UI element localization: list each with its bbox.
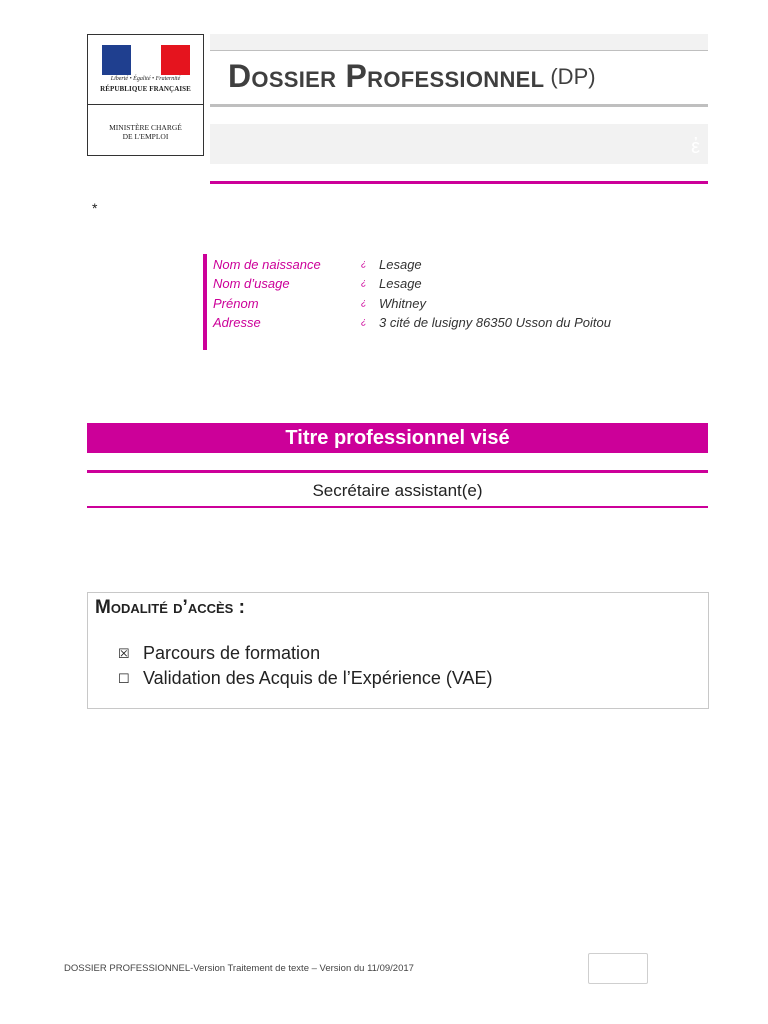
header-glyph: ἐ [691,136,700,158]
page-title [228,58,596,95]
identity-accent-bar [203,254,207,350]
ministere-line1: MINISTÈRE CHARGÉ [109,123,182,132]
ministere-line2: DE L'EMPLOI [122,132,169,141]
header-divider [210,181,708,184]
identity-value: Lesage [379,257,422,272]
french-flag-icon [102,45,190,75]
asterisk-mark: * [92,200,98,216]
marianne-logo [87,34,204,156]
identity-label: Nom d’usage [213,276,290,291]
identity-label: Nom de naissance [213,257,321,272]
titre-banner: Titre professionnel visé [87,423,708,453]
page-title-suffix: (DP) [550,64,596,89]
page-title-main: Dossier Professionnel [228,58,545,94]
page-number-box [588,953,648,984]
identity-label: Prénom [213,296,259,311]
field-marker-icon: ¿ [361,277,367,287]
identity-value: Whitney [379,296,426,311]
title-band [210,34,708,51]
header-grey-box [210,124,708,164]
titre-divider-top [87,470,708,473]
titre-value: Secrétaire assistant(e) [312,481,483,500]
field-marker-icon: ¿ [361,297,367,307]
titre-divider-bottom [87,506,708,508]
option-label: Parcours de formation [143,643,321,663]
logo-ministere [88,123,203,141]
logo-republique: RÉPUBLIQUE FRANÇAISE [100,85,191,93]
identity-value: 3 cité de lusigny 86350 Usson du Poitou [379,315,611,330]
logo-motto: Liberté • Égalité • Fraternité [110,76,181,82]
identity-label: Adresse [213,315,261,330]
footer-text: DOSSIER PROFESSIONNEL-Version Traitement de texte – Version du 11/09/2017 [64,963,414,974]
field-marker-icon: ¿ [361,316,367,326]
logo-upper [88,35,203,105]
field-marker-icon: ¿ [361,258,367,268]
modalite-title: Modalité d’accès : [95,597,245,618]
title-underline [210,104,708,107]
unchecked-checkbox-icon[interactable]: ☐ [118,671,130,686]
identity-value: Lesage [379,276,422,291]
option-label: Validation des Acquis de l’Expérience (VAE) [143,668,493,688]
checked-checkbox-icon[interactable]: ☒ [118,646,130,661]
